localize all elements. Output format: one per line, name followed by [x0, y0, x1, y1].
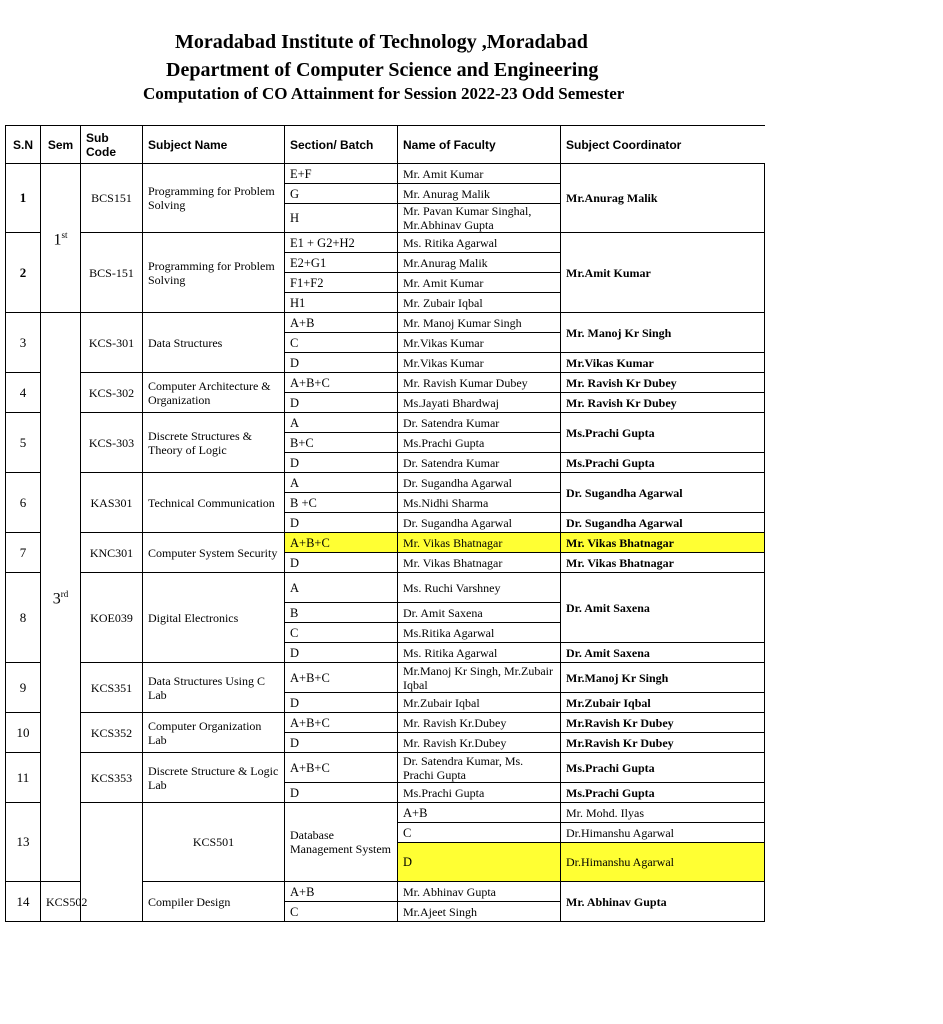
sub-code-cell: KNC301 — [81, 533, 143, 573]
faculty-cell: Mr. Anurag Malik — [398, 184, 561, 204]
coordinator-cell: Ms.Prachi Gupta — [561, 413, 765, 453]
col-header-subject-name: Subject Name — [143, 126, 285, 164]
coordinator-cell: Mr.Vikas Kumar — [561, 353, 765, 373]
batch-cell: A+B+C — [285, 373, 398, 393]
institute-title: Moradabad Institute of Technology ,Moradabad — [175, 31, 588, 53]
table-header-row — [6, 126, 765, 164]
faculty-cell: Ms. Ruchi Varshney — [398, 573, 561, 603]
sub-code-cell: KCS352 — [81, 713, 143, 753]
col-header-coordinator: Subject Coordinator — [561, 126, 765, 164]
faculty-cell: Mr. Manoj Kumar Singh — [398, 313, 561, 333]
faculty-cell: Mr. Abhinav Gupta — [398, 882, 561, 902]
coordinator-cell: Mr. Ravish Kr Dubey — [561, 393, 765, 413]
coordinator-cell: Dr. Sugandha Agarwal — [561, 513, 765, 533]
subject-name-cell: Technical Communication — [143, 473, 285, 533]
faculty-cell: Dr. Sugandha Agarwal — [398, 513, 561, 533]
faculty-cell: Dr. Satendra Kumar — [398, 413, 561, 433]
sn-cell: 5 — [6, 413, 41, 473]
table-row — [6, 713, 765, 733]
sn-cell: 2 — [6, 233, 41, 313]
faculty-cell: Ms.Nidhi Sharma — [398, 493, 561, 513]
sub-code-cell: KCS502 — [41, 882, 81, 922]
batch-cell: D — [285, 693, 398, 713]
coordinator-cell: Dr. Sugandha Agarwal — [561, 473, 765, 513]
coordinator-cell: Mr.Anurag Malik — [561, 164, 765, 233]
batch-cell: D — [285, 553, 398, 573]
batch-cell: E+F — [285, 164, 398, 184]
sn-cell: 8 — [6, 573, 41, 663]
batch-cell: A — [285, 473, 398, 493]
col-header-sem: Sem — [41, 126, 81, 164]
sub-code-cell: KCS351 — [81, 663, 143, 713]
coordinator-cell: Dr. Amit Saxena — [561, 643, 765, 663]
batch-cell: D — [285, 513, 398, 533]
faculty-cell: Dr. Sugandha Agarwal — [398, 473, 561, 493]
sn-cell: 11 — [6, 753, 41, 803]
subject-name-cell: Discrete Structures & Theory of Logic — [143, 413, 285, 473]
table-row — [6, 753, 765, 783]
batch-cell: C — [285, 902, 398, 922]
batch-cell: A+B — [398, 803, 561, 823]
faculty-cell: Mr. Mohd. Ilyas — [561, 803, 765, 823]
faculty-cell: Mr. Pavan Kumar Singhal, Mr.Abhinav Gupta — [398, 204, 561, 233]
faculty-cell: Ms. Ritika Agarwal — [398, 233, 561, 253]
faculty-cell: Dr. Satendra Kumar — [398, 453, 561, 473]
subject-name-cell: Database Management System — [285, 803, 398, 882]
batch-cell: A+B+C — [285, 713, 398, 733]
faculty-cell: Dr.Himanshu Agarwal — [561, 823, 765, 843]
faculty-cell: Ms.Ritika Agarwal — [398, 623, 561, 643]
col-header-faculty: Name of Faculty — [398, 126, 561, 164]
sem-cell-3rd: 3rd — [41, 313, 81, 882]
col-header-sub-code: Sub Code — [81, 126, 143, 164]
faculty-cell: Mr. Ravish Kr.Dubey — [398, 713, 561, 733]
subject-name-cell: Programming for Problem Solving — [143, 233, 285, 313]
batch-cell: C — [285, 623, 398, 643]
sem-cell-1st: 1st — [41, 164, 81, 313]
faculty-cell: Ms.Jayati Bhardwaj — [398, 393, 561, 413]
faculty-cell: Mr. Amit Kumar — [398, 164, 561, 184]
department-title: Department of Computer Science and Engineering — [166, 59, 599, 81]
sub-code-cell: KCS-301 — [81, 313, 143, 373]
batch-cell-highlighted: D — [398, 843, 561, 882]
table-row — [6, 233, 765, 253]
document-subtitle: Computation of CO Attainment for Session 2022-23 Odd Semester — [143, 84, 625, 103]
batch-cell: H1 — [285, 293, 398, 313]
batch-cell: A — [285, 413, 398, 433]
batch-cell: D — [285, 453, 398, 473]
batch-cell: D — [285, 783, 398, 803]
table-row — [6, 473, 765, 493]
sn-cell: 14 — [6, 882, 41, 922]
faculty-cell: Dr. Amit Saxena — [398, 603, 561, 623]
table-row — [6, 803, 765, 823]
batch-cell: D — [285, 353, 398, 373]
table-row — [6, 313, 765, 333]
coordinator-cell: Ms.Prachi Gupta — [561, 753, 765, 783]
batch-cell: A — [285, 573, 398, 603]
batch-cell: D — [285, 643, 398, 663]
batch-cell: B+C — [285, 433, 398, 453]
sub-code-cell: KOE039 — [81, 573, 143, 663]
faculty-cell: Ms.Prachi Gupta — [398, 783, 561, 803]
sub-code-cell: BCS151 — [81, 164, 143, 233]
subject-name-cell: Computer Architecture & Organization — [143, 373, 285, 413]
sub-code-cell: KCS-302 — [81, 373, 143, 413]
faculty-cell: Mr.Zubair Iqbal — [398, 693, 561, 713]
faculty-cell: Mr. Ravish Kr.Dubey — [398, 733, 561, 753]
batch-cell: D — [285, 393, 398, 413]
subject-name-cell: Digital Electronics — [143, 573, 285, 663]
sub-code-cell: KCS-303 — [81, 413, 143, 473]
subject-name-cell: Discrete Structure & Logic Lab — [143, 753, 285, 803]
batch-cell: B +C — [285, 493, 398, 513]
batch-cell: A+B — [285, 882, 398, 902]
faculty-cell: Ms. Ritika Agarwal — [398, 643, 561, 663]
batch-cell: C — [398, 823, 561, 843]
col-header-section-batch: Section/ Batch — [285, 126, 398, 164]
batch-cell: A+B+C — [285, 753, 398, 783]
table-row — [6, 413, 765, 433]
batch-cell: G — [285, 184, 398, 204]
sn-cell: 10 — [6, 713, 41, 753]
coordinator-cell: Mr.Ravish Kr Dubey — [561, 733, 765, 753]
coordinator-cell: Mr.Ravish Kr Dubey — [561, 713, 765, 733]
coordinator-cell-highlighted: Mr. Vikas Bhatnagar — [561, 533, 765, 553]
coordinator-cell: Ms.Prachi Gupta — [561, 453, 765, 473]
batch-cell: E2+G1 — [285, 253, 398, 273]
sub-code-cell: KAS301 — [81, 473, 143, 533]
batch-cell: A+B+C — [285, 663, 398, 693]
faculty-cell: Mr.Vikas Kumar — [398, 353, 561, 373]
coordinator-cell: Dr. Amit Saxena — [561, 573, 765, 643]
sn-cell: 6 — [6, 473, 41, 533]
faculty-cell: Mr. Zubair Iqbal — [398, 293, 561, 313]
sn-cell: 9 — [6, 663, 41, 713]
coordinator-cell: Mr.Zubair Iqbal — [561, 693, 765, 713]
batch-cell: C — [285, 333, 398, 353]
faculty-cell: Mr.Manoj Kr Singh, Mr.Zubair Iqbal — [398, 663, 561, 693]
sub-code-cell: BCS-151 — [81, 233, 143, 313]
coordinator-cell: Ms.Prachi Gupta — [561, 783, 765, 803]
batch-cell: A+B — [285, 313, 398, 333]
batch-cell: D — [285, 733, 398, 753]
sub-code-cell: KCS353 — [81, 753, 143, 803]
faculty-cell: Ms.Prachi Gupta — [398, 433, 561, 453]
coordinator-cell: Mr. Ravish Kr Dubey — [561, 373, 765, 393]
faculty-cell: Mr. Vikas Bhatnagar — [398, 553, 561, 573]
faculty-cell: Mr.Vikas Kumar — [398, 333, 561, 353]
sn-cell: 1 — [6, 164, 41, 233]
faculty-cell-highlighted: Dr.Himanshu Agarwal — [561, 843, 765, 882]
batch-cell: B — [285, 603, 398, 623]
subject-name-cell: Data Structures — [143, 313, 285, 373]
sem-cell-5th — [81, 803, 143, 922]
sn-cell: 4 — [6, 373, 41, 413]
batch-cell: F1+F2 — [285, 273, 398, 293]
subject-name-cell: Programming for Problem Solving — [143, 164, 285, 233]
sn-cell: 7 — [6, 533, 41, 573]
co-attainment-table — [5, 125, 765, 922]
table-row — [6, 164, 765, 184]
sn-cell: 3 — [6, 313, 41, 373]
coordinator-cell: Mr.Amit Kumar — [561, 233, 765, 313]
batch-cell: H — [285, 204, 398, 233]
faculty-cell: Dr. Satendra Kumar, Ms. Prachi Gupta — [398, 753, 561, 783]
batch-cell: E1 + G2+H2 — [285, 233, 398, 253]
faculty-cell: Mr. Ravish Kumar Dubey — [398, 373, 561, 393]
sn-cell: 13 — [6, 803, 41, 882]
coordinator-cell: Mr. Abhinav Gupta — [561, 882, 765, 922]
faculty-cell: Mr.Ajeet Singh — [398, 902, 561, 922]
subject-name-cell: Compiler Design — [143, 882, 285, 922]
table-row — [6, 663, 765, 693]
subject-name-cell: Data Structures Using C Lab — [143, 663, 285, 713]
table-row — [6, 573, 765, 603]
subject-name-cell: Computer System Security — [143, 533, 285, 573]
faculty-cell: Mr. Amit Kumar — [398, 273, 561, 293]
faculty-cell: Mr.Anurag Malik — [398, 253, 561, 273]
faculty-cell-highlighted: Mr. Vikas Bhatnagar — [398, 533, 561, 553]
subject-name-cell: Computer Organization Lab — [143, 713, 285, 753]
sub-code-cell: KCS501 — [143, 803, 285, 882]
coordinator-cell: Mr.Manoj Kr Singh — [561, 663, 765, 693]
batch-cell-highlighted: A+B+C — [285, 533, 398, 553]
coordinator-cell: Mr. Manoj Kr Singh — [561, 313, 765, 353]
coordinator-cell: Mr. Vikas Bhatnagar — [561, 553, 765, 573]
table-row — [6, 373, 765, 393]
col-header-sn: S.N — [6, 126, 41, 164]
table-row — [6, 533, 765, 553]
